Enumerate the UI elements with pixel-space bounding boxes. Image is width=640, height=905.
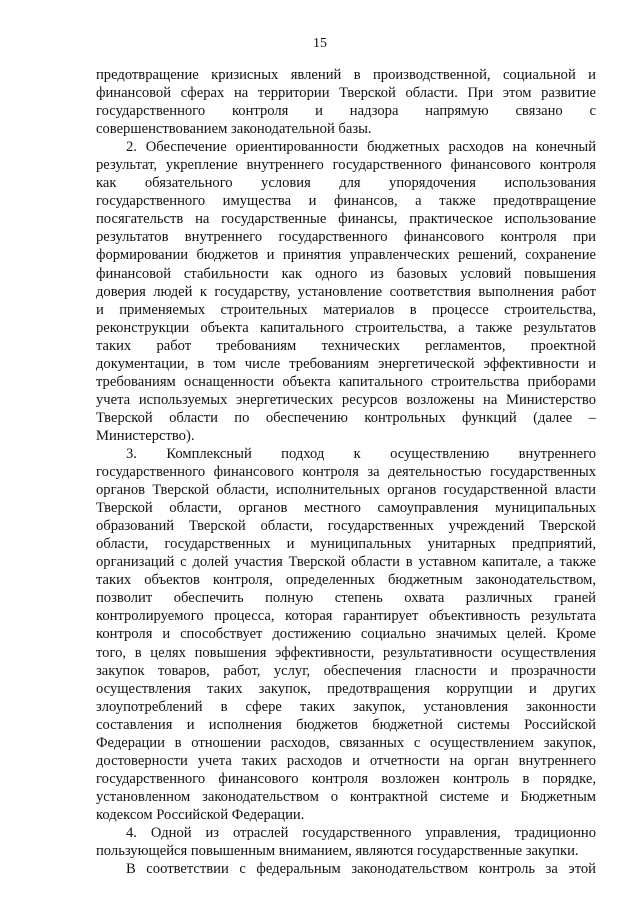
text-line: пользующейся повышенным вниманием, являются государственные закупки. xyxy=(96,843,579,860)
text-line: государственного контроля и надзора напрямую связано с xyxy=(96,103,596,120)
text-line: достоверности учета таких расходов и отчетности на орган внутреннего xyxy=(96,752,596,769)
text-line: 3. Комплексный подход к осуществлению внутреннего xyxy=(126,445,596,462)
text-line: реконструкции объекта капитального строительства, а также результатов xyxy=(96,319,596,336)
text-line: документации, в том числе требованиям энергетической эффективности и xyxy=(96,355,596,372)
text-line: государственного финансового контроля возложен контроль в порядке, xyxy=(96,770,596,787)
text-line: доверия людей к государству, установление соответствия выполнения работ xyxy=(96,283,596,300)
text-line: контролируемого процесса, которая гарантирует объективность результата xyxy=(96,608,596,625)
text-line: государственного имущества и финансов, а также предотвращение xyxy=(96,193,596,210)
text-line: осуществления таких закупок, предотвращения коррупции и других xyxy=(96,680,596,697)
text-line: злоупотреблений в сфере таких закупок, установления законности xyxy=(96,698,596,715)
paragraph-p1 xyxy=(96,138,596,445)
text-line: Тверской области, органов местного самоуправления муниципальных xyxy=(96,500,596,517)
text-line: результат, укрепление внутреннего государственного финансового контроля xyxy=(96,157,596,174)
text-line: того, в целях повышения эффективности, результативности осуществления xyxy=(96,644,596,661)
text-line: установленном законодательством о контрактной системе и Бюджетным xyxy=(96,788,596,805)
text-line: как обязательного условия для упорядочения использования xyxy=(96,175,596,192)
text-line: позволит обеспечить полную степень охвата различных граней xyxy=(96,590,596,607)
text-line: контроля и способствует достижению социально значимых целей. Кроме xyxy=(96,626,596,643)
text-line: предотвращение кризисных явлений в производственной, социальной и xyxy=(96,67,596,83)
text-line: таких объектов контроля, определенных бюджетным законодательством, xyxy=(96,572,596,589)
text-line: органов Тверской области, исполнительных органов государственной власти xyxy=(96,482,596,499)
page-number: 15 xyxy=(313,36,327,51)
text-line: 4. Одной из отраслей государственного управления, традиционно xyxy=(126,824,596,841)
text-line: закупок товаров, работ, услуг, обеспечения гласности и прозрачности xyxy=(96,662,596,679)
text-line: финансовой сферах на территории Тверской области. При этом развитие xyxy=(96,85,596,102)
text-line: учета используемых энергетических ресурсов возложены на Министерство xyxy=(96,391,596,408)
text-line: финансовой стабильности как одного из базовых условий повышения xyxy=(96,265,596,282)
text-line: образований Тверской области, государственных учреждений Тверской xyxy=(96,518,596,535)
text-line: Тверской области по обеспечению контрольных функций (далее – xyxy=(96,409,596,426)
paragraph-p4 xyxy=(96,860,596,878)
text-line: Министерство). xyxy=(96,427,195,444)
paragraph-p0 xyxy=(96,66,596,138)
text-line: результатов внутреннего государственного финансового контроля при xyxy=(96,229,596,246)
text-line: и применяемых строительных материалов в процессе строительства, xyxy=(96,301,596,318)
text-line: посягательств на государственные финансы, практическое использование xyxy=(96,211,596,228)
text-line: Федерации в отношении расходов, связанных с осуществлением закупок, xyxy=(96,734,596,751)
text-line: кодексом Российской Федерации. xyxy=(96,806,305,823)
text-line: формировании бюджетов и принятия управленческих решений, сохранение xyxy=(96,247,596,264)
text-line: требованиям оснащенности объекта капитального строительства приборами xyxy=(96,373,596,390)
paragraph-p2 xyxy=(96,445,596,824)
text-line: государственного финансового контроля за деятельностью государственных xyxy=(96,464,596,481)
text-line: В соответствии с федеральным законодательством контроль за этой xyxy=(126,861,596,878)
text-line: области, государственных и муниципальных унитарных предприятий, xyxy=(96,536,596,553)
text-line: совершенствованием законодательной базы. xyxy=(96,121,372,138)
text-line: 2. Обеспечение ориентированности бюджетных расходов на конечный xyxy=(126,139,596,156)
text-line: составления и исполнения бюджетов бюджетной системы Российской xyxy=(96,716,596,733)
text-line: организаций с долей участия Тверской области в уставном капитале, а также xyxy=(96,554,596,571)
text-line: таких работ требованиям технических регламентов, проектной xyxy=(96,337,596,354)
document-body xyxy=(96,66,596,878)
paragraph-p3 xyxy=(96,824,596,860)
